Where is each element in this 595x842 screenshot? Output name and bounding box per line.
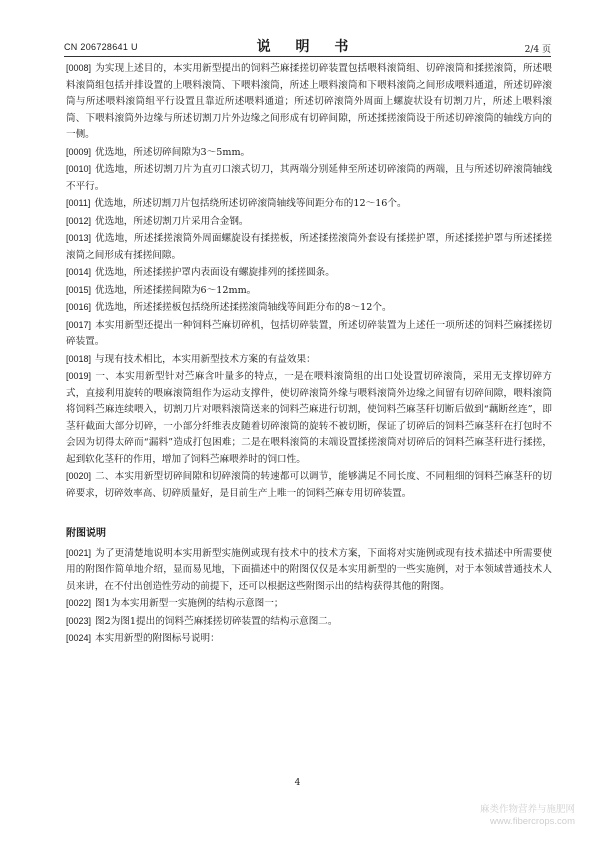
paragraph-number: [0016]	[66, 302, 92, 312]
paragraph	[66, 230, 552, 264]
paragraph-number: [0015]	[66, 284, 92, 295]
paragraph-text: 优选地，所述切割刀片采用合金钢。	[95, 215, 249, 227]
paragraph-text: 二、本实用新型切碎间隙和切碎滚筒的转速都可以调节，能够满足不同长度、不同粗细的饲料苎麻茎秆的切碎要求，切碎效率高、切碎质量好，是目前生产上唯一的饲料苎麻专用切碎装置。	[66, 471, 552, 499]
paragraph-number: [0009]	[66, 146, 92, 157]
paragraph-text: 为实现上述目的，本实用新型提出的饲料苎麻揉搓切碎装置包括喂料滚筒组、切碎滚筒和揉搓滚筒，所述喂料滚筒组包括并排设置的上喂料滚筒、下喂料滚筒，所述上喂料滚筒和下喂料滚筒之间形成喂料通道，所述切碎滚筒与所述喂料滚筒组平行设置且靠近所述喂料通道；所述切碎滚筒外周面上螺旋状设有切割刀片，所述上喂料滚筒、下喂料滚筒外边缘与所述切割刀片外边缘之间形成有切碎间隙，所述揉搓滚筒设于所述切碎滚筒的轴线方向的一侧。	[66, 63, 552, 140]
paragraph-number: [0017]	[66, 319, 92, 330]
paragraph-text: 优选地，所述切碎间隙为3～5mm。	[95, 146, 251, 158]
header-divider	[64, 56, 551, 57]
paragraph	[66, 545, 552, 596]
paragraph-number: [0013]	[66, 233, 92, 243]
paragraph	[66, 351, 552, 369]
paragraph-text: 优选地，所述揉搓间隙为6～12mm。	[95, 284, 257, 296]
paragraph-number: [0021]	[66, 547, 92, 558]
paragraph-number: [0012]	[66, 215, 92, 226]
paragraph-text: 优选地，所述揉搓护罩内表面设有螺旋排列的揉搓圆条。	[95, 267, 335, 278]
paragraph-number: [0014]	[66, 267, 92, 277]
paragraph-text: 本实用新型的附图标号说明：	[95, 633, 220, 644]
page-header	[64, 36, 551, 58]
paragraph-text: 优选地，所述揉搓滚筒外周面螺旋设有揉搓板，所述揉搓滚筒外套设有揉搓护罩，所述揉搓护罩与所述揉搓滚筒之间形成有揉搓间隙。	[66, 233, 552, 261]
paragraph	[66, 630, 552, 648]
paragraph-text: 优选地，所述切割刀片包括绕所述切碎滚筒轴线等间距分布的12～16个。	[94, 198, 407, 209]
paragraph-number: [0011]	[66, 198, 91, 208]
document-title: 说 明 书	[256, 39, 359, 55]
watermark-title: 麻类作物营养与施肥网	[479, 804, 575, 815]
paragraph-text: 一、本实用新型针对苎麻含叶量多的特点，一是在喂料滚筒组的出口处设置切碎滚筒，采用无支撑切碎方式，直接利用旋转的喂麻滚筒组作为运动支撑件，使切碎滚筒外缘与喂料滚筒外边缘之间留有切碎间隙，喂料滚筒将饲料苎麻连续喂入，切割刀片对喂料滚筒送来的饲料苎麻进行切割，使饲料苎麻茎秆切断后做到“藕断丝连”，即茎秆截面大部分切碎，一小部分纤维表皮随着切碎滚筒的旋转不被切断，保证了切碎后的饲料苎麻茎秆在打包时不会因为切得太碎而“漏料”造成打包困难；二是在喂料滚筒的末端设置揉搓滚筒对切碎后的饲料苎麻茎秆进行揉搓，起到软化茎秆的作用，增加了饲料苎麻喂养时的饲口性。	[66, 371, 552, 465]
paragraph	[66, 60, 552, 144]
paragraph	[66, 595, 552, 613]
paragraph	[66, 264, 552, 282]
paragraph	[66, 195, 552, 213]
paragraph	[66, 368, 552, 468]
page-indicator: 2/4 页	[524, 45, 551, 55]
paragraph-number: [0018]	[66, 353, 92, 364]
paragraph	[66, 468, 552, 502]
paragraph-text: 与现有技术相比，本实用新型技术方案的有益效果：	[95, 353, 316, 365]
paragraph-text: 优选地，所述切割刀片为直刃口滚式切刀，其两端分别延伸至所述切碎滚筒的两端，且与所述切碎滚筒轴线不平行。	[66, 164, 552, 192]
paragraph-number: [0008]	[66, 63, 92, 73]
watermark	[480, 804, 575, 828]
paragraph-number: [0019]	[66, 371, 92, 381]
paragraph-text: 图1为本实用新型一实施例的结构示意图一；	[95, 598, 284, 609]
paragraph	[66, 613, 552, 631]
paragraph-number: [0020]	[66, 471, 92, 481]
watermark-url: www.fibercrops.com	[490, 816, 575, 827]
document-body	[66, 60, 552, 648]
section-heading: 附图说明	[66, 528, 106, 539]
paragraph	[66, 282, 552, 300]
paragraph	[66, 299, 552, 317]
paragraph	[66, 213, 552, 231]
paragraph	[66, 317, 552, 351]
paragraph-group	[66, 60, 552, 502]
paragraph-text: 为了更清楚地说明本实用新型实施例或现有技术中的技术方案，下面将对实施例或现有技术描述中所需要使用的附图作简单地介绍，显而易见地，下面描述中的附图仅仅是本实用新型的一些实施例，对于本领域普通技术人员来讲，在不付出创造性劳动的前提下，还可以根据这些附图示出的结构获得其他的附图。	[66, 547, 552, 592]
publication-number: CN 206728641 U	[64, 42, 138, 52]
paragraph	[66, 161, 552, 195]
paragraph-text: 优选地，所述揉搓板包括绕所述揉搓滚筒轴线等间距分布的8～12个。	[95, 302, 392, 313]
paragraph-number: [0023]	[66, 615, 92, 626]
paragraph-number: [0024]	[66, 633, 92, 643]
paragraph-text: 图2为图1提出的饲料苎麻揉搓切碎装置的结构示意图二。	[95, 615, 338, 627]
paragraph-number: [0010]	[66, 164, 92, 174]
paragraph-text: 本实用新型还提出一种饲料苎麻切碎机，包括切碎装置，所述切碎装置为上述任一项所述的饲料苎麻揉搓切碎装置。	[66, 319, 552, 347]
paragraph-group	[66, 545, 552, 648]
paragraph	[66, 144, 552, 162]
paragraph-number: [0022]	[66, 598, 92, 608]
page-number: 4	[294, 778, 301, 788]
